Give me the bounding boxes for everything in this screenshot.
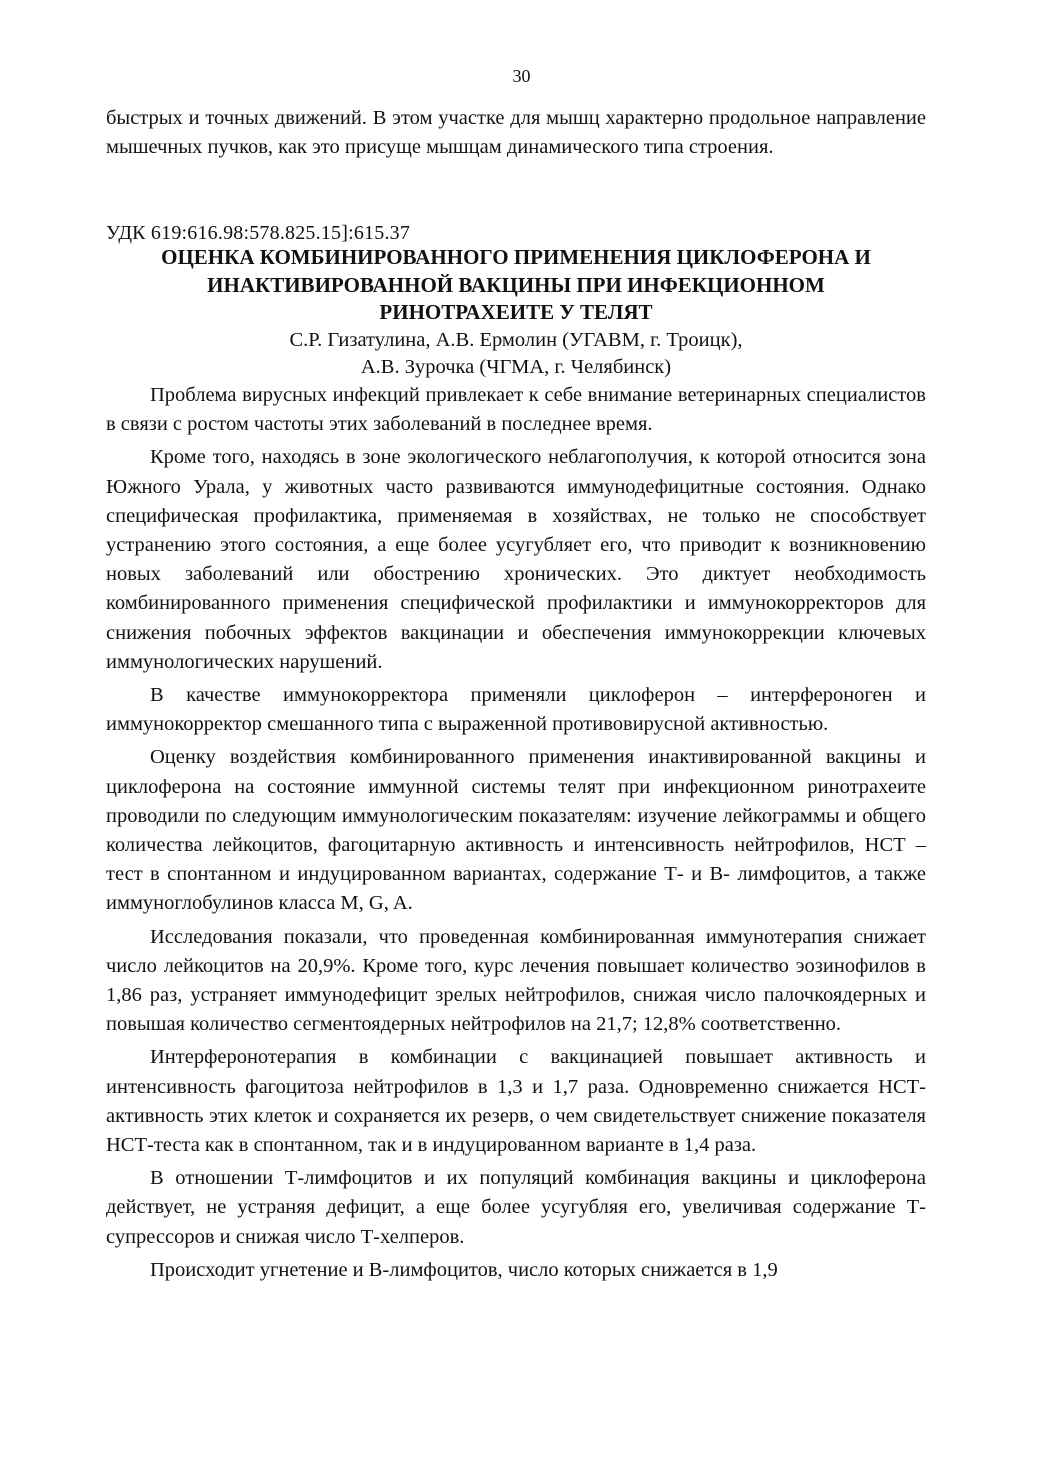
authors-line: С.Р. Гизатулина, А.В. Ермолин (УГАВМ, г. Троицк), (289, 329, 743, 351)
body-paragraph: В отношении Т-лимфоцитов и их популяций комбинация вакцины и циклоферона действует, не устраняя дефицит, а еще более усугубляя его, увеличивая содержание Т-супрессоров и снижая число Т-хелперов. (106, 1167, 926, 1248)
page-number: 30 (512, 66, 531, 86)
body-paragraph: Интерферонотерапия в комбинации с вакцинацией повышает активность и интенсивность фагоцитоза нейтрофилов в 1,3 и 1,7 раза. Одновременно снижается НСТ-активность этих клеток и сохраняется их резерв, о чем свидетельствует снижение показателя НСТ-теста как в спонтанном, так и в индуцированном варианте в 1,4 раза. (106, 1046, 926, 1157)
intro-paragraph: быстрых и точных движений. В этом участке для мышц характерно продольное направление мышечных пучков, как это присуще мышцам динамического типа строения. (106, 107, 926, 159)
body-paragraph: Кроме того, находясь в зоне экологического неблагополучия, к которой относится зона Южного Урала, у животных часто развиваются иммунодефицитные состояния. Однако специфическая профилактика, применяемая в хозяйствах, не только не способствует устранению этого состояния, а еще более усугубляет его, что приводит к возникновению новых заболеваний или обострению хронических. Это диктует необходимость комбинированного применения специфической профилактики и иммунокорректоров для снижения побочных эффектов вакцинации и обеспечения иммунокоррекции ключевых иммунологических нарушений. (106, 446, 926, 673)
article-body (106, 381, 926, 1289)
body-paragraph: Происходит угнетение и В-лимфоцитов, число которых снижается в 1,9 (150, 1258, 778, 1281)
body-paragraph: Проблема вирусных инфекций привлекает к себе внимание ветеринарных специалистов в связи с ростом частоты этих заболеваний в последнее время. (106, 384, 926, 436)
title-line: ОЦЕНКА КОМБИНИРОВАННОГО ПРИМЕНЕНИЯ ЦИКЛОФЕРОНА И (161, 245, 871, 269)
body-paragraph: Оценку воздействия комбинированного применения инактивированной вакцины и циклоферона на состояние иммунной системы телят при инфекционном ринотрахеите проводили по следующим иммунологическим показателям: изучение лейкограммы и общего количества лейкоцитов, фагоцитарную активность и интенсивность нейтрофилов, НСТ – тест в спонтанном и индуцированном вариантах, содержание Т- и В- лимфоцитов, а также иммуноглобулинов класса M, G, A. (106, 746, 926, 915)
authors-line: А.В. Зурочка (ЧГМА, г. Челябинск) (360, 356, 672, 378)
body-paragraph: В качестве иммунокорректора применяли циклоферон – интерфероноген и иммунокорректор смешанного типа с выраженной противовирусной активностью. (106, 684, 926, 736)
article-title (106, 244, 926, 327)
article-authors (106, 327, 926, 381)
body-paragraph: Исследования показали, что проведенная комбинированная иммунотерапия снижает число лейкоцитов на 20,9%. Кроме того, курс лечения повышает количество эозинофилов в 1,86 раз, устраняет иммунодефицит зрелых нейтрофилов, снижая число палочкоядерных и повышая количество сегментоядерных нейтрофилов на 21,7; 12,8% соответственно. (106, 925, 926, 1036)
title-line: РИНОТРАХЕИТЕ У ТЕЛЯТ (379, 300, 653, 324)
udk-code: УДК 619:616.98:578.825.15]:615.37 (106, 222, 411, 244)
title-line: ИНАКТИВИРОВАННОЙ ВАКЦИНЫ ПРИ ИНФЕКЦИОННОМ (207, 272, 825, 297)
